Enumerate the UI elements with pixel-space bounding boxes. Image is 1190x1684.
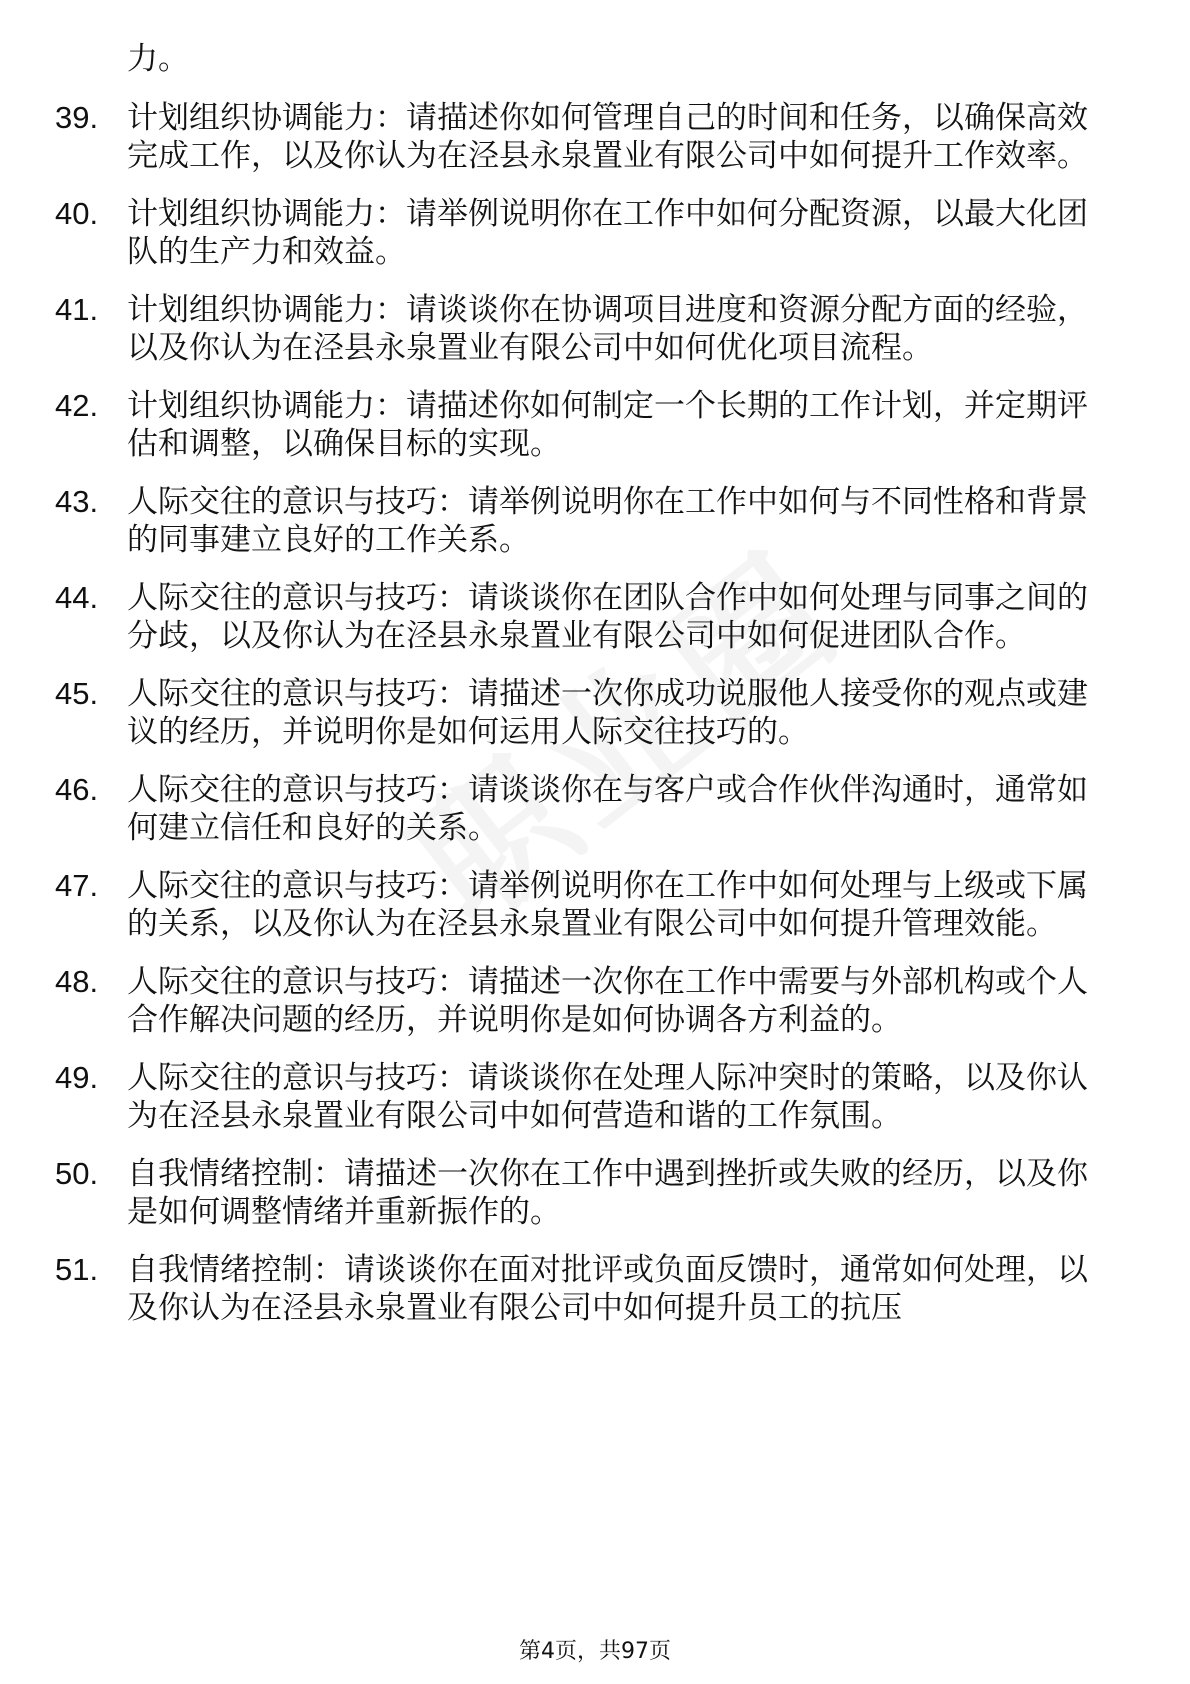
question-number: 50. (55, 1156, 99, 1191)
question-text: 人际交往的意识与技巧：请谈谈你在处理人际冲突时的策略，以及你认为在泾县永泉置业有限公司中如何营造和谐的工作氛围。 (127, 1060, 1088, 1134)
question-item (55, 1059, 1107, 1135)
question-number: 46. (55, 772, 99, 807)
question-text: 人际交往的意识与技巧：请描述一次你在工作中需要与外部机构或个人合作解决问题的经历，并说明你是如何协调各方利益的。 (127, 964, 1088, 1038)
question-number: 48. (55, 964, 99, 999)
question-item (55, 195, 1107, 271)
page-footer: 第4页，共97页 (519, 1639, 671, 1664)
question-number: 45. (55, 676, 99, 711)
question-item (55, 963, 1107, 1039)
question-item (55, 387, 1107, 463)
question-number: 44. (55, 580, 99, 615)
question-item (55, 1155, 1107, 1231)
question-text: 自我情绪控制：请描述一次你在工作中遇到挫折或失败的经历，以及你是如何调整情绪并重新振作的。 (127, 1156, 1088, 1230)
question-text: 人际交往的意识与技巧：请谈谈你在团队合作中如何处理与同事之间的分歧，以及你认为在泾县永泉置业有限公司中如何促进团队合作。 (127, 580, 1088, 654)
question-item (55, 483, 1107, 559)
question-item (55, 99, 1107, 175)
question-text: 人际交往的意识与技巧：请描述一次你成功说服他人接受你的观点或建议的经历，并说明你是如何运用人际交往技巧的。 (127, 676, 1088, 750)
question-number: 41. (55, 292, 99, 327)
question-text: 计划组织协调能力：请描述你如何管理自己的时间和任务，以确保高效完成工作，以及你认为在泾县永泉置业有限公司中如何提升工作效率。 (127, 100, 1088, 174)
carry-over-text: 力。 (127, 41, 189, 77)
question-item (55, 867, 1107, 943)
question-item (55, 675, 1107, 751)
question-text: 计划组织协调能力：请举例说明你在工作中如何分配资源，以最大化团队的生产力和效益。 (127, 196, 1088, 270)
question-list (0, 40, 1190, 1347)
question-number: 40. (55, 196, 99, 231)
question-text: 人际交往的意识与技巧：请举例说明你在工作中如何处理与上级或下属的关系，以及你认为在泾县永泉置业有限公司中如何提升管理效能。 (127, 868, 1088, 942)
question-item (55, 579, 1107, 655)
question-text: 自我情绪控制：请谈谈你在面对批评或负面反馈时，通常如何处理，以及你认为在泾县永泉置业有限公司中如何提升员工的抗压 (127, 1252, 1088, 1326)
question-number: 42. (55, 388, 99, 423)
question-text: 计划组织协调能力：请描述你如何制定一个长期的工作计划，并定期评估和调整，以确保目标的实现。 (127, 388, 1088, 462)
question-item (55, 1251, 1107, 1327)
question-text: 计划组织协调能力：请谈谈你在协调项目进度和资源分配方面的经验，以及你认为在泾县永泉置业有限公司中如何优化项目流程。 (127, 292, 1088, 366)
question-number: 39. (55, 100, 99, 135)
question-number: 51. (55, 1252, 99, 1287)
question-item (55, 771, 1107, 847)
question-number: 47. (55, 868, 99, 903)
question-item (55, 291, 1107, 367)
question-text: 人际交往的意识与技巧：请举例说明你在工作中如何与不同性格和背景的同事建立良好的工作关系。 (127, 484, 1088, 558)
question-number: 49. (55, 1060, 99, 1095)
question-number: 43. (55, 484, 99, 519)
question-text: 人际交往的意识与技巧：请谈谈你在与客户或合作伙伴沟通时，通常如何建立信任和良好的关系。 (127, 772, 1088, 846)
